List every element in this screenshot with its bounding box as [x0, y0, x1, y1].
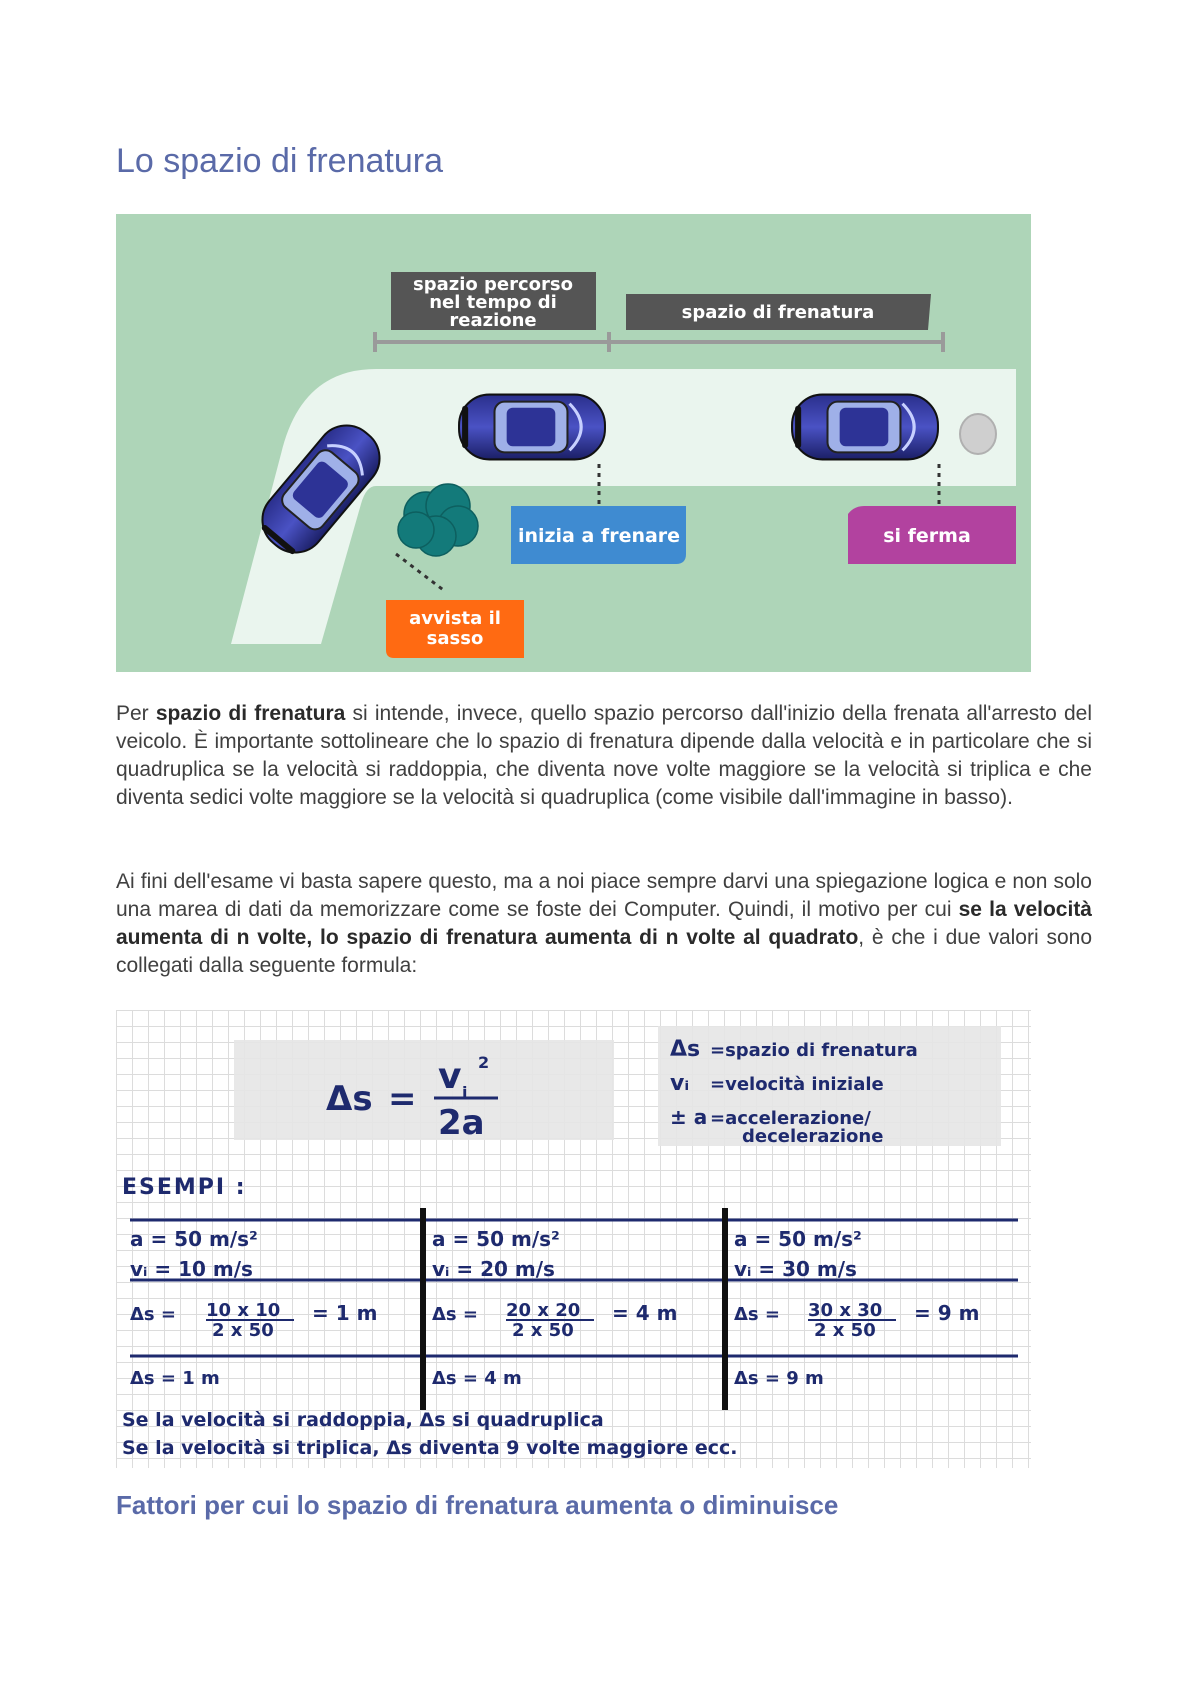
- conclusion-double: Se la velocità si raddoppia, Δs si quadruplica: [122, 1409, 604, 1431]
- paragraph-braking-definition: Per spazio di frenatura si intende, invece, quello spazio percorso dall'inizio della frenata all'arresto del veicolo. È importante sottolineare che lo spazio di frenatura dipende dalla velocità e in particolare che si quadruplica se la velocità si raddoppia, che diventa nove volte maggiore se la velocità si triplica e che diventa sedici volte maggiore se la velocità si quadruplica (come visibile dall'immagine in basso).: [116, 702, 1092, 809]
- svg-text:Δs =: Δs =: [130, 1304, 176, 1325]
- svg-text:Δs =: Δs =: [734, 1304, 780, 1325]
- paragraph-formula-intro: Ai fini dell'esame vi basta sapere questo, ma a noi piace sempre darvi una spiegazione logica e non solo una marea di dati da memorizzare come se foste dei Computer. Quindi, il motivo per cui se la velocità aumenta di n volte, lo spazio di frenatura aumenta di n volte al quadrato, è che i due valori sono collegati dalla seguente formula:: [116, 870, 1092, 977]
- svg-text:a = 50 m/s²: a = 50 m/s²: [432, 1227, 560, 1251]
- conclusion-triple: Se la velocità si triplica, Δs diventa 9 volte maggiore ecc.: [122, 1437, 738, 1459]
- svg-text:vᵢ = 30 m/s: vᵢ = 30 m/s: [734, 1257, 857, 1281]
- svg-text:Δs =: Δs =: [432, 1304, 478, 1325]
- svg-text:sasso: sasso: [426, 628, 484, 649]
- page-title: Lo spazio di frenatura: [116, 142, 443, 180]
- svg-text:= 9 m: = 9 m: [914, 1301, 980, 1325]
- svg-text:2 x 50: 2 x 50: [814, 1320, 876, 1341]
- svg-text:si ferma: si ferma: [883, 525, 971, 547]
- svg-text:20 x 20: 20 x 20: [506, 1300, 581, 1321]
- svg-text:vᵢ: vᵢ: [670, 1071, 690, 1096]
- formula-examples-figure: [116, 1010, 1031, 1468]
- formula-subscript: i: [462, 1083, 468, 1102]
- label-spot-stone: [386, 600, 524, 658]
- svg-text:nel tempo di: nel tempo di: [429, 292, 557, 313]
- formula-lhs: Δs: [326, 1079, 373, 1119]
- svg-text:2 x 50: 2 x 50: [212, 1320, 274, 1341]
- svg-text:avvista il: avvista il: [409, 608, 501, 629]
- svg-text:=velocità iniziale: =velocità iniziale: [710, 1074, 884, 1095]
- svg-text:Δs: Δs: [670, 1037, 701, 1062]
- formula-numerator: v: [438, 1056, 462, 1097]
- stone: [960, 414, 996, 454]
- svg-text:vᵢ = 20 m/s: vᵢ = 20 m/s: [432, 1257, 555, 1281]
- svg-text:spazio di frenatura: spazio di frenatura: [681, 302, 875, 323]
- svg-text:Δs = 1 m: Δs = 1 m: [130, 1368, 220, 1389]
- car-stopped: [792, 395, 938, 460]
- label-braking-distance: [626, 294, 931, 330]
- examples-title: ESEMPI :: [122, 1175, 247, 1200]
- svg-text:a = 50 m/s²: a = 50 m/s²: [130, 1227, 258, 1251]
- svg-text:10 x 10: 10 x 10: [206, 1300, 281, 1321]
- svg-text:decelerazione: decelerazione: [742, 1126, 884, 1147]
- svg-text:inizia a frenare: inizia a frenare: [517, 525, 681, 547]
- section-subtitle: Fattori per cui lo spazio di frenatura aumenta o diminuisce: [116, 1490, 839, 1520]
- car-braking-start: [459, 395, 605, 460]
- svg-text:Δs = 9 m: Δs = 9 m: [734, 1368, 824, 1389]
- svg-text:= 1 m: = 1 m: [312, 1301, 378, 1325]
- svg-text:± a: ± a: [670, 1105, 708, 1129]
- label-reaction-distance: [391, 272, 596, 331]
- svg-text:vᵢ = 10 m/s: vᵢ = 10 m/s: [130, 1257, 253, 1281]
- braking-distance-diagram: [116, 214, 1031, 672]
- formula-box: [234, 1040, 614, 1140]
- svg-text:spazio percorso: spazio percorso: [413, 274, 573, 295]
- svg-text:a = 50 m/s²: a = 50 m/s²: [734, 1227, 862, 1251]
- svg-text:=spazio di frenatura: =spazio di frenatura: [710, 1040, 918, 1061]
- formula-equals: =: [388, 1079, 417, 1119]
- svg-text:30 x 30: 30 x 30: [808, 1300, 883, 1321]
- svg-text:Δs = 4 m: Δs = 4 m: [432, 1368, 522, 1389]
- label-stop: [848, 506, 1016, 564]
- svg-text:= 4 m: = 4 m: [612, 1301, 678, 1325]
- formula-denominator: 2a: [438, 1103, 485, 1143]
- svg-text:reazione: reazione: [449, 310, 537, 331]
- label-start-braking: [511, 506, 686, 564]
- svg-text:2 x 50: 2 x 50: [512, 1320, 574, 1341]
- svg-text:=accelerazione/: =accelerazione/: [710, 1108, 871, 1129]
- formula-superscript: 2: [478, 1053, 490, 1072]
